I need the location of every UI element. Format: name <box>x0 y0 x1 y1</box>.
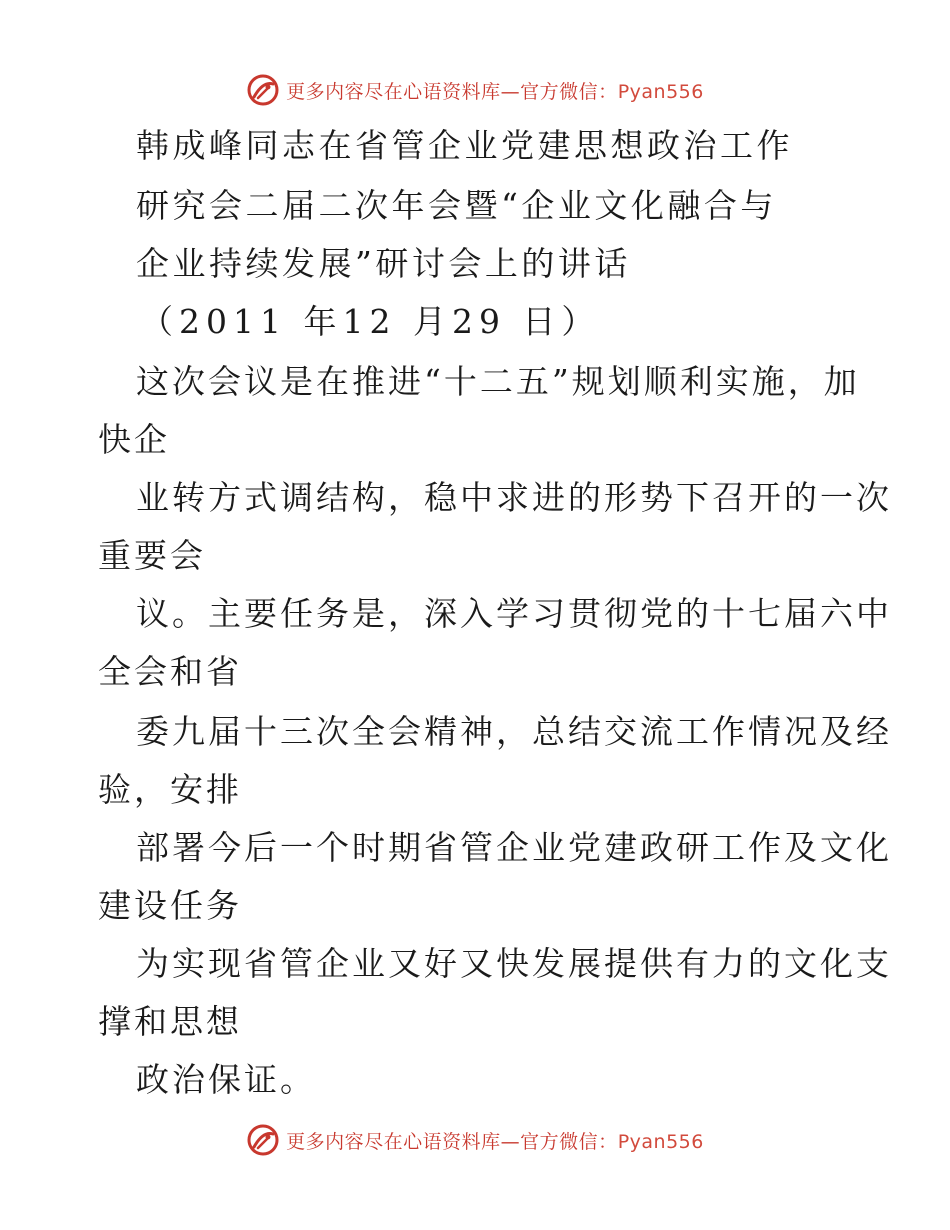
body-line-3: 业转方式调结构，稳中求进的形势下召开的一次 <box>136 478 892 517</box>
body-line-7: 委九届十三次全会精神，总结交流工作情况及经 <box>136 712 892 751</box>
watermark-text <box>286 77 704 104</box>
body-line-4: 重要会 <box>98 536 206 575</box>
red-seal-logo-icon <box>246 1123 280 1157</box>
body-line-12: 撑和思想 <box>98 1002 242 1041</box>
body-line-8: 验，安排 <box>98 770 242 809</box>
watermark-wechat-id: Pyan556 <box>617 1130 704 1153</box>
document-date: （2011 年12 月29 日） <box>140 302 601 341</box>
watermark-site-text: 更多内容尽在心语资料库 <box>286 80 501 103</box>
watermark-label: 官方微信： <box>520 80 618 103</box>
body-line-11: 为实现省管企业又好又快发展提供有力的文化支 <box>136 944 892 983</box>
watermark-text <box>286 1127 704 1154</box>
footer-watermark <box>0 1120 950 1160</box>
title-line-1: 韩成峰同志在省管企业党建思想政治工作 <box>136 126 793 165</box>
body-line-13: 政治保证。 <box>136 1060 316 1099</box>
header-watermark <box>0 70 950 110</box>
watermark-wechat-id: Pyan556 <box>617 80 704 103</box>
title-line-3: 企业持续发展”研讨会上的讲话 <box>136 244 631 283</box>
red-seal-logo-icon <box>246 73 280 107</box>
watermark-separator: — <box>500 80 521 103</box>
body-line-10: 建设任务 <box>98 886 242 925</box>
watermark-site-text: 更多内容尽在心语资料库 <box>286 1130 501 1153</box>
watermark-label: 官方微信： <box>520 1130 618 1153</box>
body-line-5: 议。主要任务是，深入学习贯彻党的十七届六中 <box>136 594 892 633</box>
body-line-9: 部署今后一个时期省管企业党建政研工作及文化 <box>136 828 892 867</box>
watermark-separator: — <box>500 1130 521 1153</box>
title-line-2: 研究会二届二次年会暨“企业文化融合与 <box>136 186 777 225</box>
body-line-1: 这次会议是在推进“十二五”规划顺利实施，加 <box>136 362 860 401</box>
body-line-2: 快企 <box>98 420 170 459</box>
body-line-6: 全会和省 <box>98 652 242 691</box>
